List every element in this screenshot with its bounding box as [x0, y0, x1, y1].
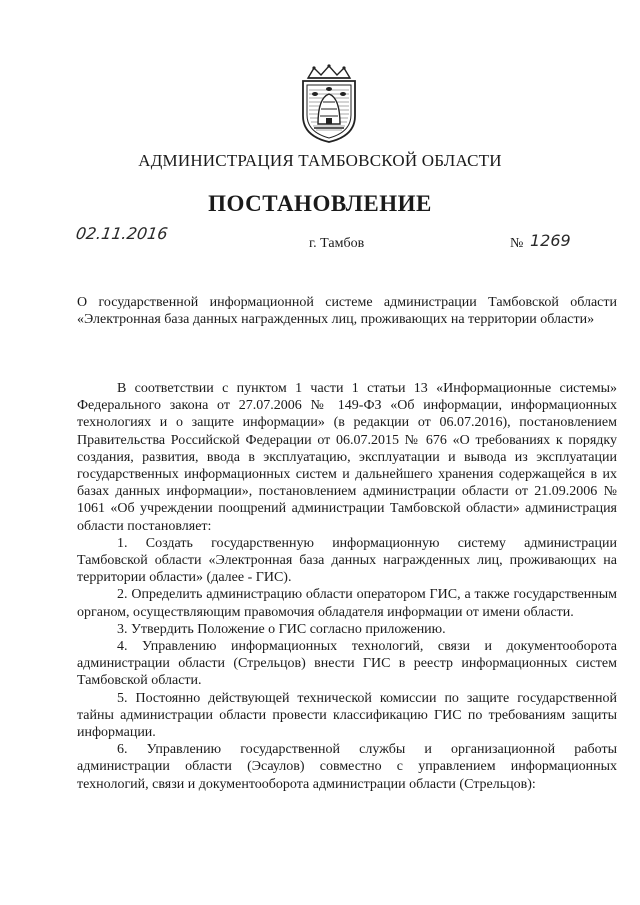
tambov-coat-of-arms-icon	[296, 64, 362, 144]
clause-2: 2. Определить администрацию области оператором ГИС, а также государственным органом, осуществляющим правомочия обладателя информации от имени области.	[77, 587, 617, 620]
preamble-paragraph: В соответствии с пунктом 1 части 1 статьи 13 «Информационные системы» Федерального закона от 27.07.2006 № 149-ФЗ «Об информации, информационных технологиях и о защите информации» (в редакции от 06.07.2016), постановлением Правительства Российской Федерации от 06.07.2015 № 676 «О требованиях к порядку создания, развития, ввода в эксплуатацию, эксплуатации и вывода из эксплуатации государственных информационных систем и дальнейшего хранения содержащейся в их базах данных информации», постановлением администрации области от 21.09.2006 № 1061 «Об учреждении поощрений администрации Тамбовской области» администрация области постановляет:	[77, 381, 617, 534]
document-body	[77, 380, 617, 793]
organization-title: АДМИНИСТРАЦИЯ ТАМБОВСКОЙ ОБЛАСТИ	[138, 151, 502, 170]
document-date: 02.11.2016	[74, 224, 169, 243]
clause-6: 6. Управлению государственной службы и организационной работы администрации области (Эсаулов) совместно с управлением информационных технологий, связи и документооборота администрации области (Стрельцов):	[77, 742, 617, 792]
clause-4: 4. Управлению информационных технологий, связи и документооборота администрации области (Стрельцов) внести ГИС в реестр информационных систем Тамбовской области.	[77, 639, 617, 689]
clause-5: 5. Постоянно действующей технической комиссии по защите государственной тайны администрации области провести классификацию ГИС по требованиям защиты информации.	[77, 690, 617, 741]
document-type-heading: ПОСТАНОВЛЕНИЕ	[208, 191, 432, 216]
document-city: г. Тамбов	[309, 236, 365, 251]
document-subject: О государственной информационной системе администрации Тамбовской области «Электронная база данных награжденных лиц, проживающих на территории области»	[77, 295, 617, 327]
document-number-label: №	[510, 236, 524, 251]
clause-1: 1. Создать государственную информационную систему администрации Тамбовской области «Электронная база данных награжденных лиц, проживающих на территории области» (далее - ГИС).	[77, 535, 617, 586]
clause-3: 3. Утвердить Положение о ГИС согласно приложению.	[117, 621, 446, 637]
document-number: 1269	[530, 231, 571, 250]
